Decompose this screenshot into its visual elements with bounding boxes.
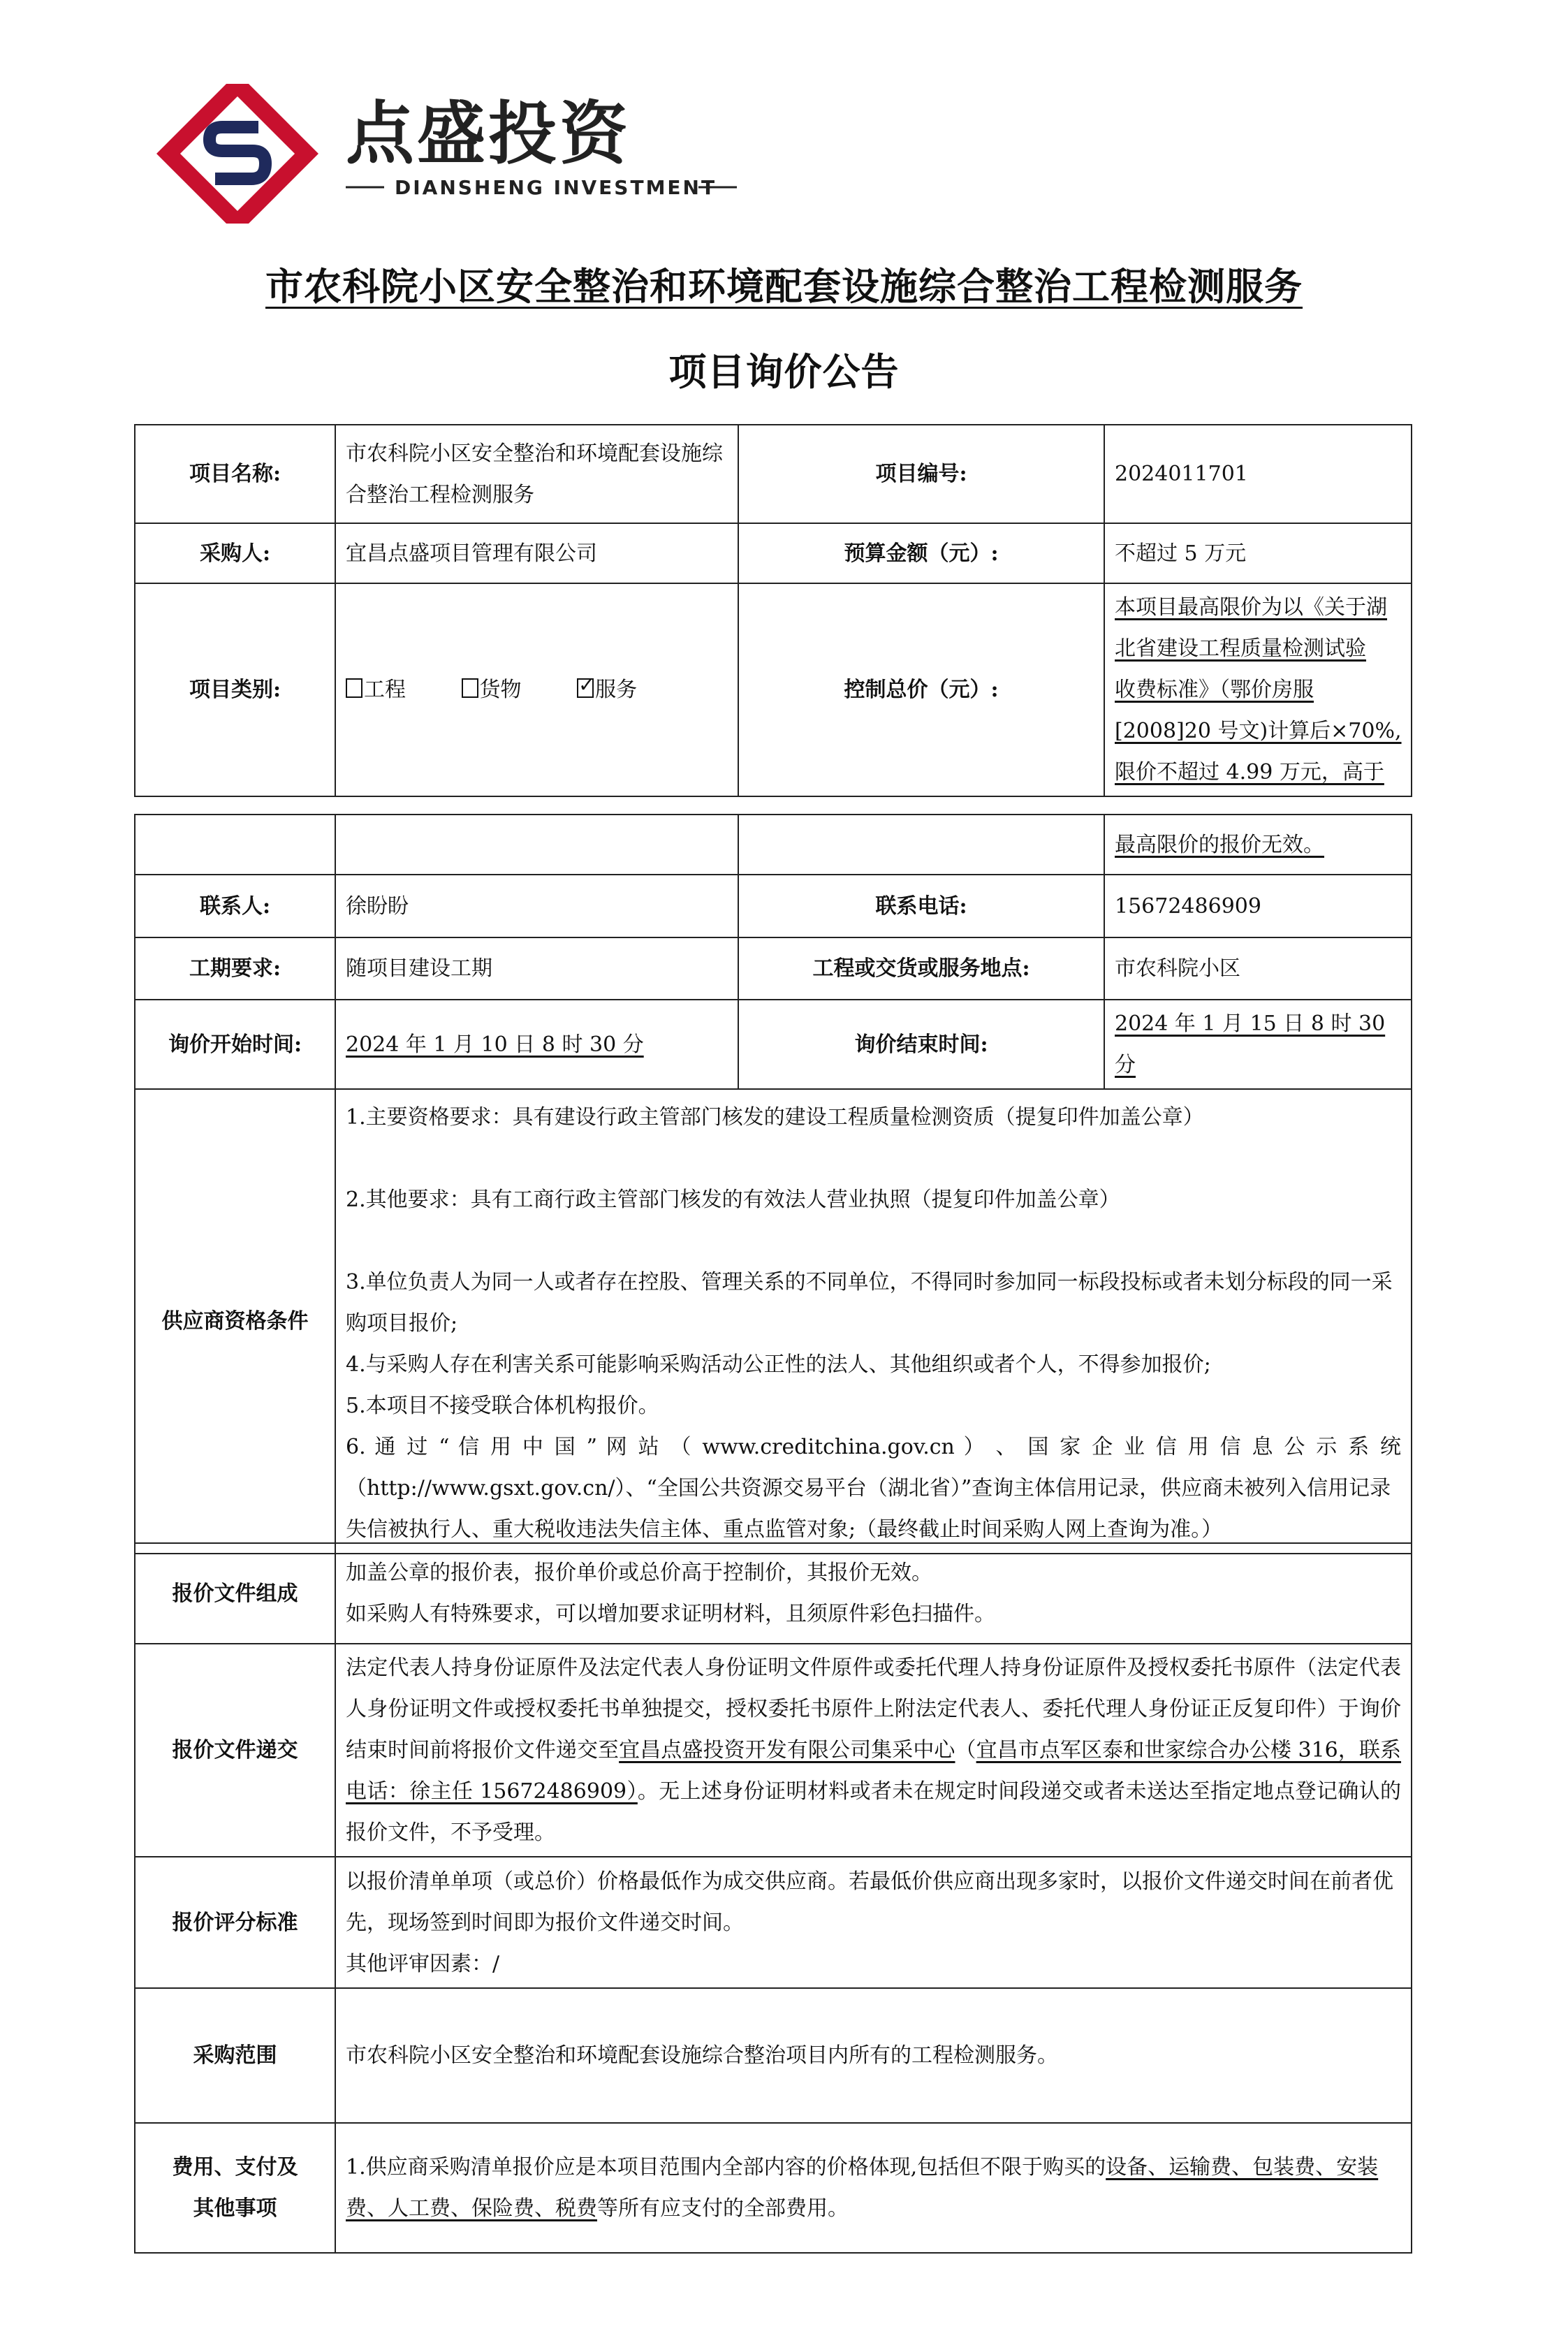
empty-cell	[738, 815, 1104, 875]
control-line: 限价不超过 4.99 万元，高于	[1115, 760, 1384, 784]
period: 随项目建设工期	[335, 937, 738, 1000]
category-label-text: 工程	[364, 678, 406, 702]
fee-items: 设备、运输费、包装费、安装费、人工费、保险费、税费	[346, 2155, 1379, 2221]
control-line: 北省建设工程质量检测试验	[1115, 636, 1366, 661]
checked-checkbox-icon	[577, 678, 594, 698]
period-label: 工期要求:	[135, 937, 335, 1000]
project-no-label: 项目编号:	[738, 425, 1104, 523]
budget: 不超过 5 万元	[1104, 523, 1412, 583]
project-no: 2024011701	[1104, 425, 1412, 523]
category-engineering[interactable]	[346, 669, 406, 710]
empty-cell	[135, 815, 335, 875]
svg-text:点盛投资: 点盛投资	[346, 94, 631, 174]
submit-address: 宜昌市点军区泰和世家综合办公楼 316，联系电话：徐主任 15672486909）	[346, 1738, 1402, 1804]
start-time	[335, 1000, 738, 1089]
control-line: 最高限价的报价无效。	[1115, 832, 1324, 857]
end-time-value: 2024 年 1 月 15 日 8 时 30 分	[1115, 1012, 1386, 1077]
category-goods[interactable]	[462, 669, 522, 710]
buyer: 宜昌点盛项目管理有限公司	[335, 523, 738, 583]
checkbox-icon	[346, 678, 362, 698]
title-line-1: 市农科院小区安全整治和环境配套设施综合整治工程检测服务	[265, 264, 1303, 309]
submit-content	[335, 1644, 1412, 1857]
start-time-label: 询价开始时间:	[135, 1000, 335, 1089]
budget-label: 预算金额（元）:	[738, 523, 1104, 583]
phone-label: 联系电话:	[738, 875, 1104, 937]
qualification-item: 6. 通 过 “ 信 用 中 国 ” 网 站 （ www.creditchina.gov.cn ） 、 国 家 企 业 信 用 信 息 公 示 系 统	[346, 1435, 1401, 1459]
fee-text: 1.供应商采购清单报价应是本项目范围内全部内容的价格体现,包括但不限于购买的	[346, 2155, 1106, 2180]
scope-label: 采购范围	[135, 1988, 335, 2123]
compose-line: 如采购人有特殊要求，可以增加要求证明材料，且须原件彩色扫描件。	[346, 1602, 995, 1626]
submit-text: （	[955, 1738, 976, 1762]
qualification-content	[335, 1089, 1412, 1554]
category-label-text: 服务	[595, 678, 638, 702]
control-line: 本项目最高限价为以《关于湖	[1115, 595, 1387, 620]
control-price	[1104, 583, 1412, 796]
svg-text:DIANSHENG INVESTMENT: DIANSHENG INVESTMENT	[395, 176, 717, 199]
submit-org: 宜昌点盛投资开发有限公司集采中心	[619, 1738, 955, 1762]
control-price-label: 控制总价（元）:	[738, 583, 1104, 796]
submit-text: 法定代表人持身份证原件及法定代表人身份证明文件原件或委托代理人持身份证原件及授权委托书原件（法定代表人身份证明文件或授权委托书单独提交，授权委托书原件上附法定代表人、委托代理人身份证正反复印件）于询价结束时间前将报价文件递交至	[346, 1656, 1401, 1762]
title-line-2: 项目询价公告	[668, 349, 900, 394]
scope-content: 市农科院小区安全整治和环境配套设施综合整治项目内所有的工程检测服务。	[335, 1988, 1412, 2123]
control-line: 收费标准》（鄂价房服	[1115, 678, 1314, 702]
evaluation-line: 以报价清单单项（或总价）价格最低作为成交供应商。若最低价供应商出现多家时，以报价文件递交时间在前者优先，现场签到时间即为报价文件递交时间。	[346, 1869, 1393, 1935]
category-service[interactable]	[577, 669, 637, 710]
category-label-text: 货物	[479, 678, 522, 702]
category-label: 项目类别:	[135, 583, 335, 796]
qualification-label: 供应商资格条件	[135, 1089, 335, 1554]
start-time-value: 2024 年 1 月 10 日 8 时 30 分	[346, 1032, 644, 1057]
category-options	[335, 583, 738, 796]
contact: 徐盼盼	[335, 875, 738, 937]
end-time	[1104, 1000, 1412, 1089]
project-name-label: 项目名称:	[135, 425, 335, 523]
compose-line: 加盖公章的报价表，报价单价或总价高于控制价，其报价无效。	[346, 1561, 932, 1585]
end-time-label: 询价结束时间:	[738, 1000, 1104, 1089]
phone: 15672486909	[1104, 875, 1412, 937]
place: 市农科院小区	[1104, 937, 1412, 1000]
info-table-3	[134, 1542, 1412, 2254]
buyer-label: 采购人:	[135, 523, 335, 583]
empty-cell	[335, 815, 738, 875]
evaluation-line: 其他评审因素：/	[346, 1951, 500, 1976]
fee-label: 费用、支付及其他事项	[135, 2123, 335, 2253]
qualification-item: 1.主要资格要求：具有建设行政主管部门核发的建设工程质量检测资质（提复印件加盖公章）	[346, 1105, 1204, 1130]
company-logo	[133, 84, 761, 224]
project-name: 市农科院小区安全整治和环境配套设施综合整治工程检测服务	[335, 425, 738, 523]
qualification-item: 5.本项目不接受联合体机构报价。	[346, 1394, 659, 1418]
info-table-2	[134, 814, 1412, 1554]
control-price-continued	[1104, 815, 1412, 875]
contact-label: 联系人:	[135, 875, 335, 937]
fee-text: 等所有应支付的全部费用。	[597, 2196, 849, 2221]
compose-content	[335, 1543, 1412, 1644]
submit-label: 报价文件递交	[135, 1644, 335, 1857]
control-line: [2008]20 号文)计算后×70%,	[1115, 719, 1402, 743]
checkbox-icon	[462, 678, 478, 698]
fee-content	[335, 2123, 1412, 2253]
compose-label: 报价文件组成	[135, 1543, 335, 1644]
evaluation-content	[335, 1857, 1412, 1988]
qualification-item: （http://www.gsxt.gov.cn/）、“全国公共资源交易平台（湖北省）”查询主体信用记录，供应商未被列入信用记录失信被执行人、重大税收违法失信主体、重点监管对象;（最终截止时间采购人网上查询为准。）	[346, 1476, 1391, 1542]
qualification-item: 2.其他要求：具有工商行政主管部门核发的有效法人营业执照（提复印件加盖公章）	[346, 1188, 1120, 1212]
qualification-item: 3.单位负责人为同一人或者存在控股、管理关系的不同单位，不得同时参加同一标段投标或者未划分标段的同一采购项目报价;	[346, 1270, 1393, 1336]
info-table-1	[134, 424, 1412, 797]
evaluation-label: 报价评分标准	[135, 1857, 335, 1988]
place-label: 工程或交货或服务地点:	[738, 937, 1104, 1000]
qualification-item: 4.与采购人存在利害关系可能影响采购活动公正性的法人、其他组织或者个人，不得参加报价;	[346, 1352, 1211, 1377]
submit-text: 。无上述身份证明材料或者未在规定时间段递交或者未送达至指定地点登记确认的报价文件，不予受理。	[346, 1779, 1401, 1845]
